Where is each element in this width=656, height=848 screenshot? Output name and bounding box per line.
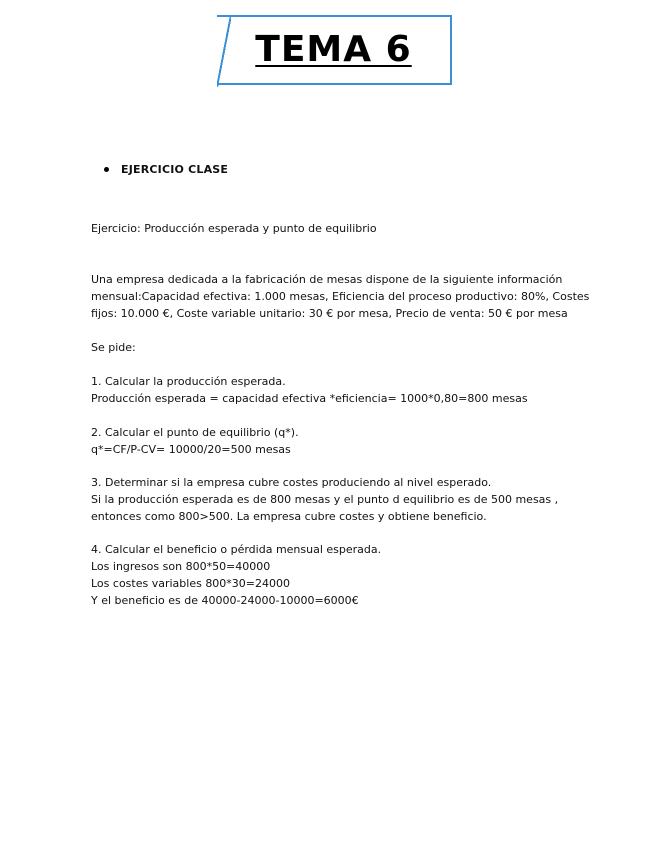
section-bullet-label: EJERCICIO CLASE xyxy=(121,163,229,176)
question-2 xyxy=(91,424,611,458)
question-answer-line: Y el beneficio es de 40000-24000-10000=6000€ xyxy=(91,594,359,607)
question-answer-line: Producción esperada = capacidad efectiva *eficiencia= 1000*0,80=800 mesas xyxy=(91,392,528,405)
statement-paragraph xyxy=(91,271,611,322)
statement-line: Una empresa dedicada a la fabricación de mesas dispone de la siguiente información xyxy=(91,273,563,286)
bullet-icon xyxy=(104,167,109,172)
section-bullet xyxy=(104,163,228,176)
question-answer-line: Si la producción esperada es de 800 mesas y el punto d equilibrio es de 500 mesas , xyxy=(91,493,559,506)
question-1 xyxy=(91,373,611,407)
exercise-title-block xyxy=(91,220,611,237)
se-pide-label: Se pide: xyxy=(91,341,136,354)
se-pide-block xyxy=(91,339,611,356)
statement-line: fijos: 10.000 €, Coste variable unitario: 30 € por mesa, Precio de venta: 50 € por mesa xyxy=(91,307,568,320)
question-answer-line: Los ingresos son 800*50=40000 xyxy=(91,560,271,573)
question-answer-line: Los costes variables 800*30=24000 xyxy=(91,577,291,590)
question-heading: 3. Determinar si la empresa cubre costes produciendo al nivel esperado. xyxy=(91,476,492,489)
question-answer-line: q*=CF/P-CV= 10000/20=500 mesas xyxy=(91,443,291,456)
question-heading: 2. Calcular el punto de equilibrio (q*). xyxy=(91,426,299,439)
question-3 xyxy=(91,474,611,525)
title-box xyxy=(217,15,452,85)
page-title: TEMA 6 xyxy=(255,29,412,70)
question-answer-line: entonces como 800>500. La empresa cubre costes y obtiene beneficio. xyxy=(91,510,487,523)
exercise-title: Ejercicio: Producción esperada y punto de equilibrio xyxy=(91,222,377,235)
question-heading: 4. Calcular el beneficio o pérdida mensual esperada. xyxy=(91,543,382,556)
question-4 xyxy=(91,541,611,609)
statement-line: mensual:Capacidad efectiva: 1.000 mesas, Eficiencia del proceso productivo: 80%, Costes xyxy=(91,290,590,303)
question-heading: 1. Calcular la producción esperada. xyxy=(91,375,286,388)
